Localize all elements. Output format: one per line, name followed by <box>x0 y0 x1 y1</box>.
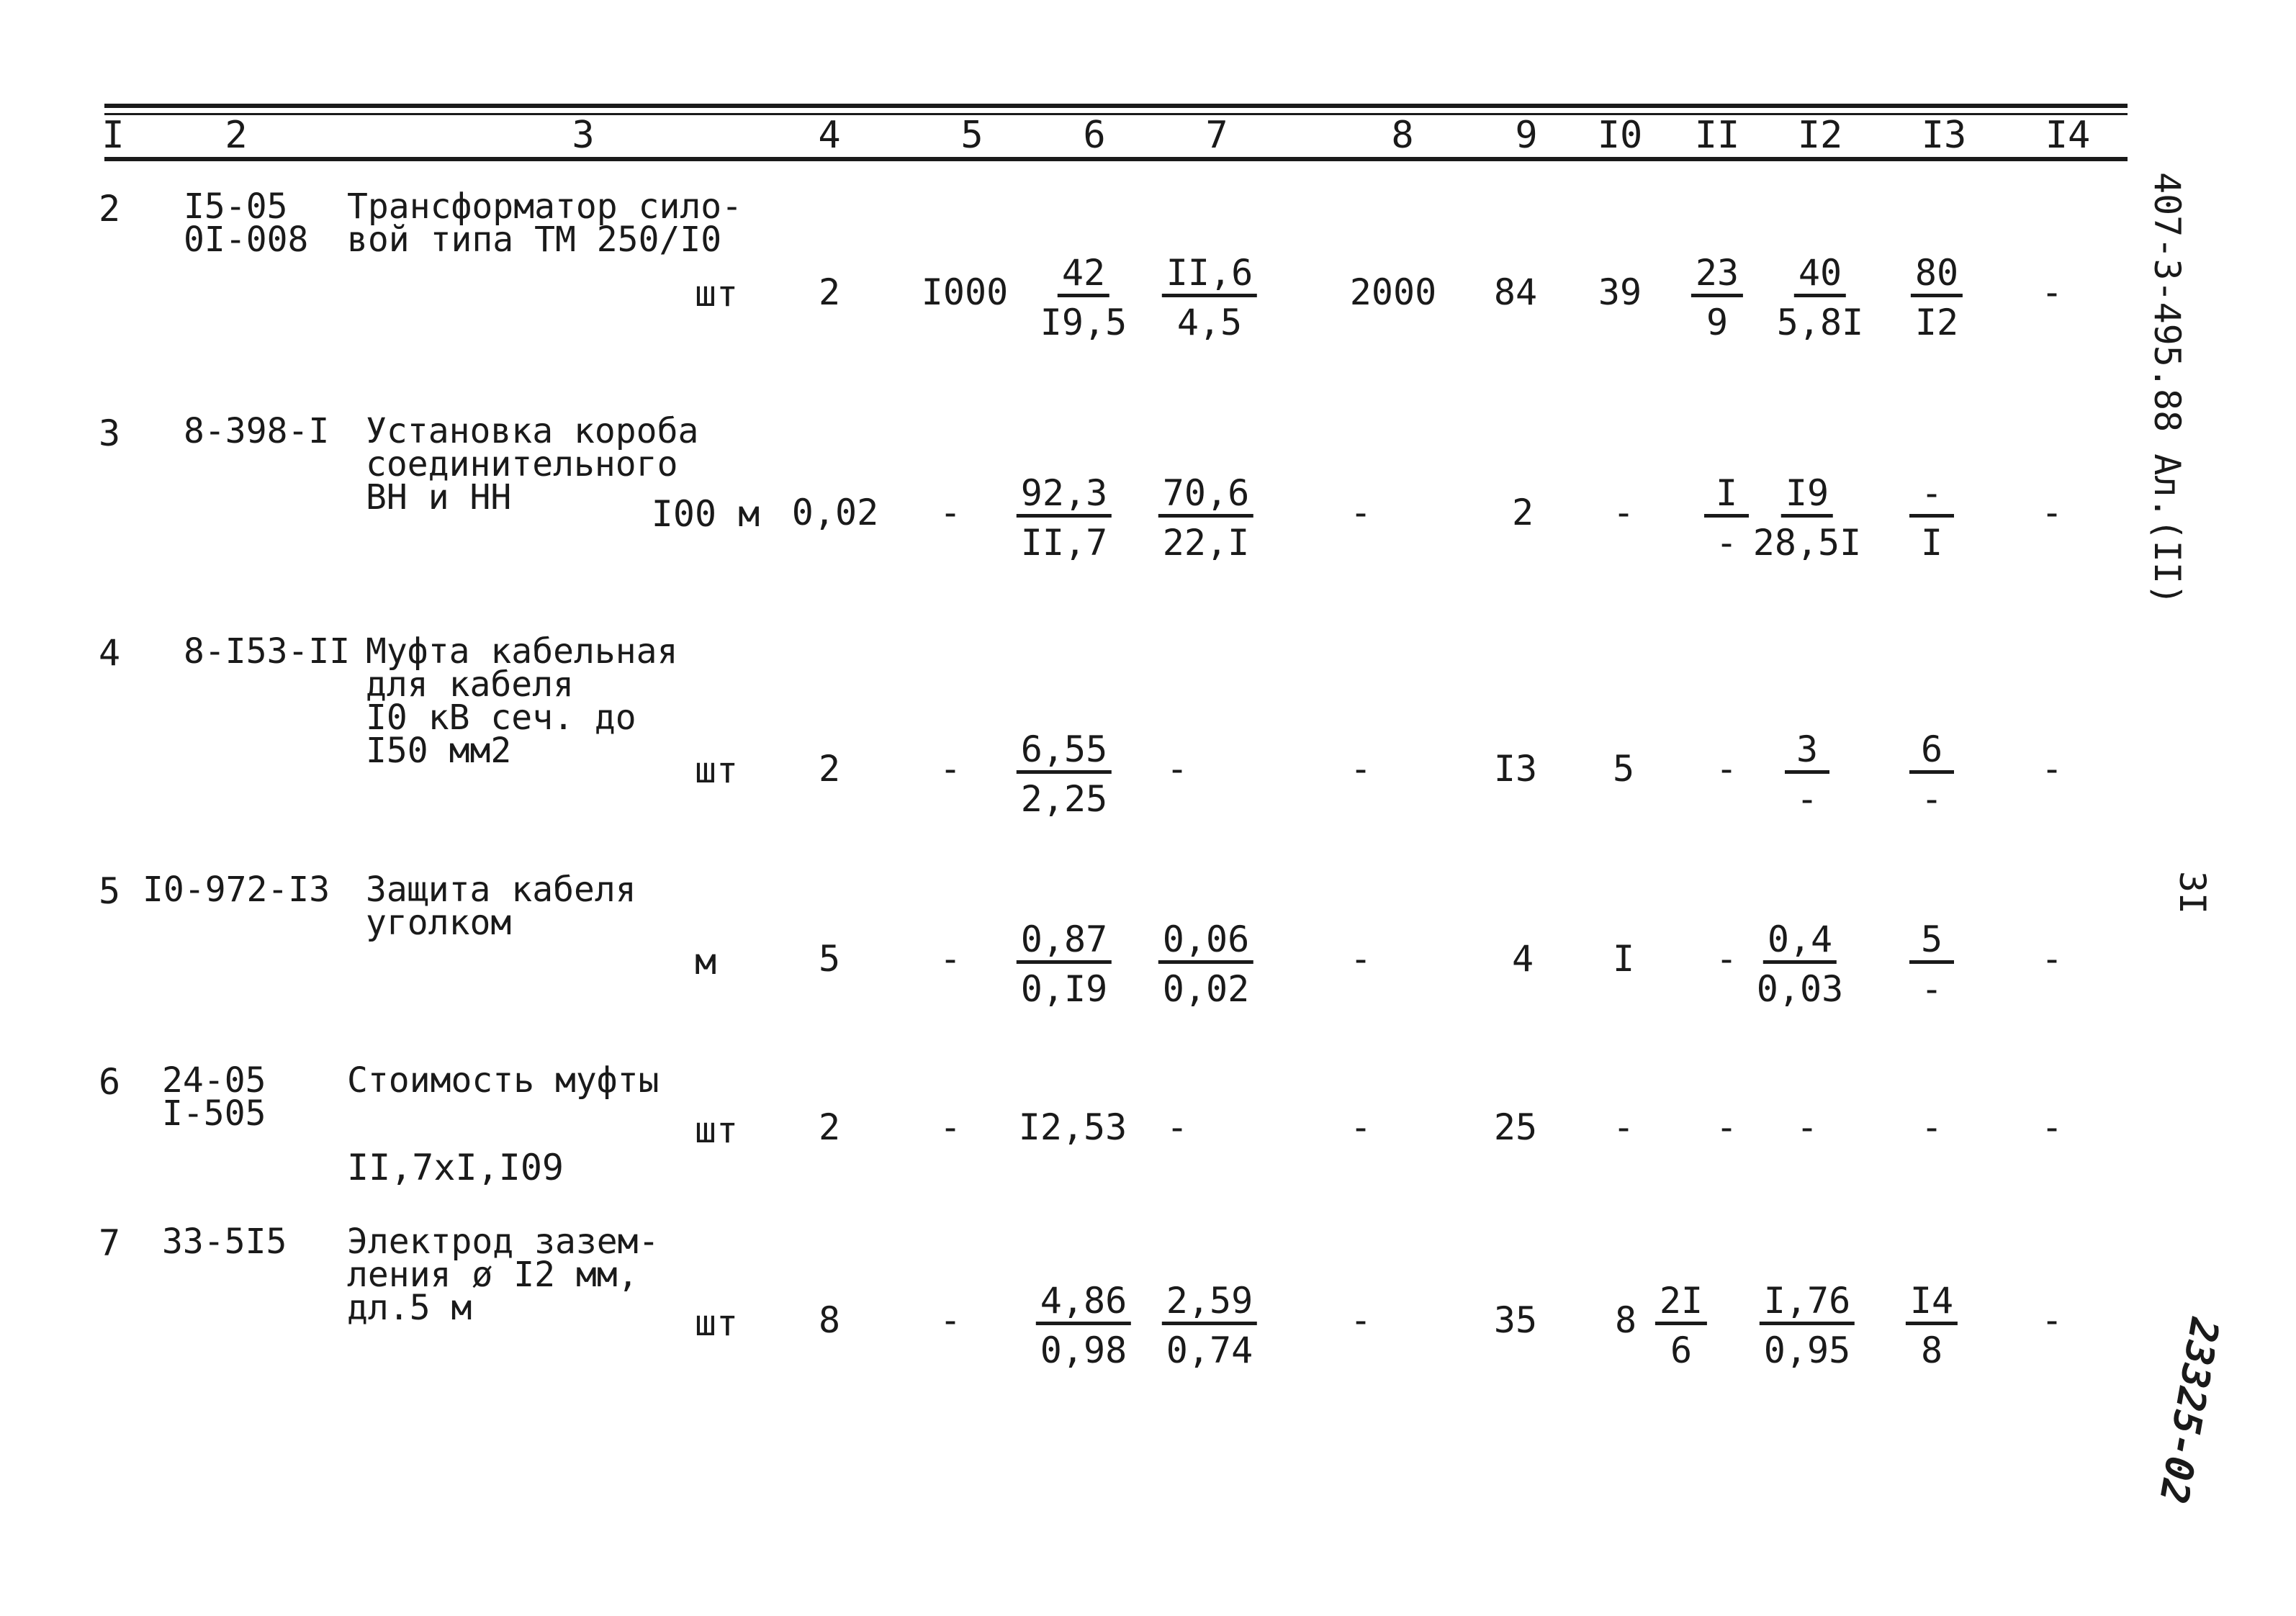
norm-code <box>162 1222 287 1262</box>
col12-numerator: I,76 <box>1760 1280 1855 1325</box>
col13-numerator: 80 <box>1911 252 1963 297</box>
col7-fraction <box>1158 918 1253 1010</box>
col12-cell: - <box>1796 1106 1819 1148</box>
col13-denominator: 8 <box>1920 1330 1943 1371</box>
col6-denominator: I9,5 <box>1040 302 1127 343</box>
work-name <box>366 411 699 518</box>
col12-numerator: 0,4 <box>1763 918 1837 964</box>
work-name <box>366 870 636 943</box>
unit-cell: шт <box>694 1109 739 1151</box>
col7-cell: - <box>1166 748 1189 790</box>
unit-cell: шт <box>694 273 739 315</box>
col13-fraction <box>1909 472 1954 564</box>
col7-numerator: II,6 <box>1162 252 1257 297</box>
col13-fraction <box>1909 728 1954 820</box>
work-name-line: вой типа ТМ 250/I0 <box>347 220 722 260</box>
col12-numerator: I9 <box>1781 472 1833 518</box>
quantity-cell: 2 <box>818 748 841 790</box>
col7-numerator: 0,06 <box>1158 918 1253 964</box>
unit-cell: шт <box>694 749 739 791</box>
col13-numerator: - <box>1909 472 1954 518</box>
work-name-line: Стоимость муфты <box>347 1060 659 1101</box>
norm-code-line: 33-5I5 <box>162 1222 287 1262</box>
norm-code <box>184 631 351 672</box>
col6-fraction <box>1017 728 1112 820</box>
col6-cell: I2,53 <box>1018 1106 1127 1148</box>
col10-cell: 5 <box>1612 748 1635 790</box>
col13-denominator: - <box>1920 778 1943 820</box>
col9-cell: 25 <box>1493 1106 1538 1148</box>
col8-cell: 2000 <box>1349 271 1437 313</box>
col6-fraction <box>1036 1280 1131 1371</box>
col6-numerator: 6,55 <box>1017 728 1112 774</box>
col5-cell: - <box>939 492 962 533</box>
work-name-line: уголком <box>366 903 512 943</box>
col5-cell: - <box>939 1106 962 1148</box>
work-name-line: Установка короба <box>366 411 699 451</box>
col6-fraction <box>1017 918 1112 1010</box>
work-name-line: Муфта кабельная <box>366 631 678 672</box>
work-name-line: ВН и НН <box>366 477 512 518</box>
col7-fraction <box>1162 252 1257 343</box>
col7-denominator: 0,74 <box>1166 1330 1253 1371</box>
col13-numerator: 5 <box>1909 918 1954 964</box>
col12-denominator: 0,03 <box>1756 968 1844 1010</box>
header-col-2: 2 <box>225 114 248 157</box>
col6-denominator: 0,I9 <box>1020 968 1108 1010</box>
col13-numerator: I4 <box>1906 1280 1958 1325</box>
col6-numerator: 42 <box>1058 252 1109 297</box>
quantity-cell: 5 <box>818 938 841 980</box>
col13-fraction <box>1906 1280 1958 1371</box>
header-col-10: I0 <box>1597 114 1643 157</box>
col9-cell: I3 <box>1493 748 1538 790</box>
work-name <box>366 631 678 771</box>
col10-cell: 39 <box>1598 271 1642 313</box>
col12-numerator: 3 <box>1785 728 1829 774</box>
col13-denominator: I2 <box>1914 302 1959 343</box>
header-col-1: I <box>102 114 125 157</box>
col13-cell: - <box>1920 1106 1943 1148</box>
col13-fraction <box>1909 918 1954 1010</box>
col12-denominator: 28,5I <box>1752 522 1862 564</box>
col14-cell: - <box>2040 748 2063 790</box>
col10-cell: 8 <box>1614 1299 1637 1341</box>
col13-denominator: - <box>1920 968 1943 1010</box>
col12-denominator: - <box>1796 778 1819 820</box>
col11-cell: - <box>1715 938 1738 980</box>
table-header-rule <box>104 157 2128 161</box>
col12-numerator: 40 <box>1794 252 1846 297</box>
col14-cell: - <box>2040 492 2063 533</box>
col12-denominator: 5,8I <box>1776 302 1864 343</box>
unit-cell: м <box>694 941 717 983</box>
work-name-line: I50 мм2 <box>366 731 512 771</box>
col6-numerator: 0,87 <box>1017 918 1112 964</box>
norm-code-line: I-505 <box>162 1093 266 1134</box>
col6-numerator: 92,3 <box>1017 472 1112 518</box>
norm-code-line: 8-398-I <box>184 411 330 451</box>
row-number: 6 <box>99 1061 121 1103</box>
col11-denominator: - <box>1715 522 1738 564</box>
work-name-line: соединительного <box>366 444 678 484</box>
work-name-line: Трансформатор сило- <box>347 186 743 227</box>
header-col-4: 4 <box>818 114 841 157</box>
col7-numerator: 2,59 <box>1162 1280 1257 1325</box>
work-name-line: Защита кабеля <box>366 870 636 910</box>
document-code-label: 407-3-495.88 Ал.(II) <box>2146 171 2188 606</box>
col13-numerator: 6 <box>1909 728 1954 774</box>
col5-cell: - <box>939 748 962 790</box>
work-name-line: ления ø I2 мм, <box>347 1255 639 1295</box>
col10-cell: - <box>1612 492 1635 533</box>
work-name-line: дл.5 м <box>347 1288 472 1328</box>
quantity-cell: 8 <box>818 1299 841 1341</box>
col12-fraction <box>1760 1280 1855 1371</box>
col13-fraction <box>1911 252 1963 343</box>
unit-cell: шт <box>694 1302 739 1344</box>
col14-cell: - <box>2040 938 2063 980</box>
row-number: 3 <box>99 412 121 454</box>
norm-code <box>162 1060 266 1134</box>
work-name-line: I0 кВ сеч. до <box>366 698 636 738</box>
col12-fraction <box>1785 728 1829 820</box>
row-number: 4 <box>99 632 121 674</box>
quantity-cell: 2 <box>818 271 841 313</box>
col6-denominator: II,7 <box>1020 522 1108 564</box>
col6-denominator: 0,98 <box>1040 1330 1127 1371</box>
col11-fraction <box>1655 1280 1707 1371</box>
quantity-cell: 2 <box>818 1106 841 1148</box>
col8-cell: - <box>1349 1299 1372 1341</box>
col14-cell: - <box>2040 1106 2063 1148</box>
col5-cell: I000 <box>921 271 1009 313</box>
row-number: 2 <box>99 188 121 230</box>
col6-fraction <box>1017 472 1112 564</box>
col11-fraction <box>1704 472 1749 564</box>
col6-numerator: 4,86 <box>1036 1280 1131 1325</box>
work-name <box>347 1222 659 1328</box>
norm-code-line: I5-05 <box>184 186 288 227</box>
col6-denominator: 2,25 <box>1020 778 1108 820</box>
col9-cell: 35 <box>1493 1299 1538 1341</box>
header-col-6: 6 <box>1083 114 1106 157</box>
col11-cell: - <box>1715 748 1738 790</box>
col8-cell: - <box>1349 1106 1372 1148</box>
col8-cell: - <box>1349 748 1372 790</box>
col7-denominator: 22,I <box>1162 522 1250 564</box>
col7-denominator: 4,5 <box>1176 302 1243 343</box>
work-name-line: Электрод зазем- <box>347 1222 659 1262</box>
norm-code-line: 8-I53-II <box>184 631 351 672</box>
header-col-3: 3 <box>572 114 595 157</box>
header-col-14: I4 <box>2045 114 2091 157</box>
col11-numerator: I <box>1704 472 1749 518</box>
col13-denominator: I <box>1920 522 1943 564</box>
col7-cell: - <box>1166 1106 1189 1148</box>
norm-code <box>184 411 330 451</box>
inventory-number: 23325-02 <box>2150 1314 2228 1507</box>
norm-code <box>143 870 330 910</box>
unit-cell: I00 м <box>651 493 760 535</box>
norm-code-line: I0-972-I3 <box>143 870 330 910</box>
col5-cell: - <box>939 1299 962 1341</box>
norm-code <box>184 186 309 260</box>
col11-numerator: 23 <box>1691 252 1743 297</box>
col11-denominator: 9 <box>1706 302 1729 343</box>
header-col-12: I2 <box>1797 114 1843 157</box>
header-col-11: II <box>1694 114 1740 157</box>
header-col-8: 8 <box>1391 114 1414 157</box>
col9-cell: 84 <box>1493 271 1538 313</box>
header-col-13: I3 <box>1921 114 1967 157</box>
work-name <box>347 1060 659 1101</box>
work-name-line: для кабеля <box>366 664 574 705</box>
col11-denominator: 6 <box>1670 1330 1693 1371</box>
col10-cell: - <box>1612 1106 1635 1148</box>
col12-fraction <box>1752 918 1847 1010</box>
col7-numerator: 70,6 <box>1158 472 1253 518</box>
row-number: 7 <box>99 1222 121 1264</box>
col11-fraction <box>1691 252 1743 343</box>
header-col-5: 5 <box>960 114 983 157</box>
col7-fraction <box>1158 472 1253 564</box>
col14-cell: - <box>2040 1299 2063 1341</box>
col12-fraction <box>1773 252 1868 343</box>
col5-cell: - <box>939 938 962 980</box>
col9-cell: 2 <box>1511 492 1534 533</box>
norm-code-line: 24-05 <box>162 1060 266 1101</box>
col10-cell: I <box>1612 938 1635 980</box>
col8-cell: - <box>1349 492 1372 533</box>
row-number: 5 <box>99 870 121 912</box>
col8-cell: - <box>1349 938 1372 980</box>
col6-fraction <box>1036 252 1131 343</box>
col11-cell: - <box>1715 1106 1738 1148</box>
norm-code-line: 0I-008 <box>184 220 309 260</box>
header-col-7: 7 <box>1205 114 1228 157</box>
col9-cell: 4 <box>1511 938 1534 980</box>
col7-fraction <box>1162 1280 1257 1371</box>
table-top-rule <box>104 104 2128 108</box>
work-name <box>347 186 743 260</box>
page-number: 3I <box>2171 870 2213 915</box>
col12-fraction <box>1749 472 1866 564</box>
quantity-cell: 0,02 <box>791 492 879 533</box>
col14-cell: - <box>2040 271 2063 313</box>
col12-denominator: 0,95 <box>1763 1330 1851 1371</box>
col11-numerator: 2I <box>1655 1280 1707 1325</box>
header-col-9: 9 <box>1515 114 1538 157</box>
col7-denominator: 0,02 <box>1162 968 1250 1010</box>
work-name-formula: II,7хI,I09 <box>347 1147 564 1188</box>
